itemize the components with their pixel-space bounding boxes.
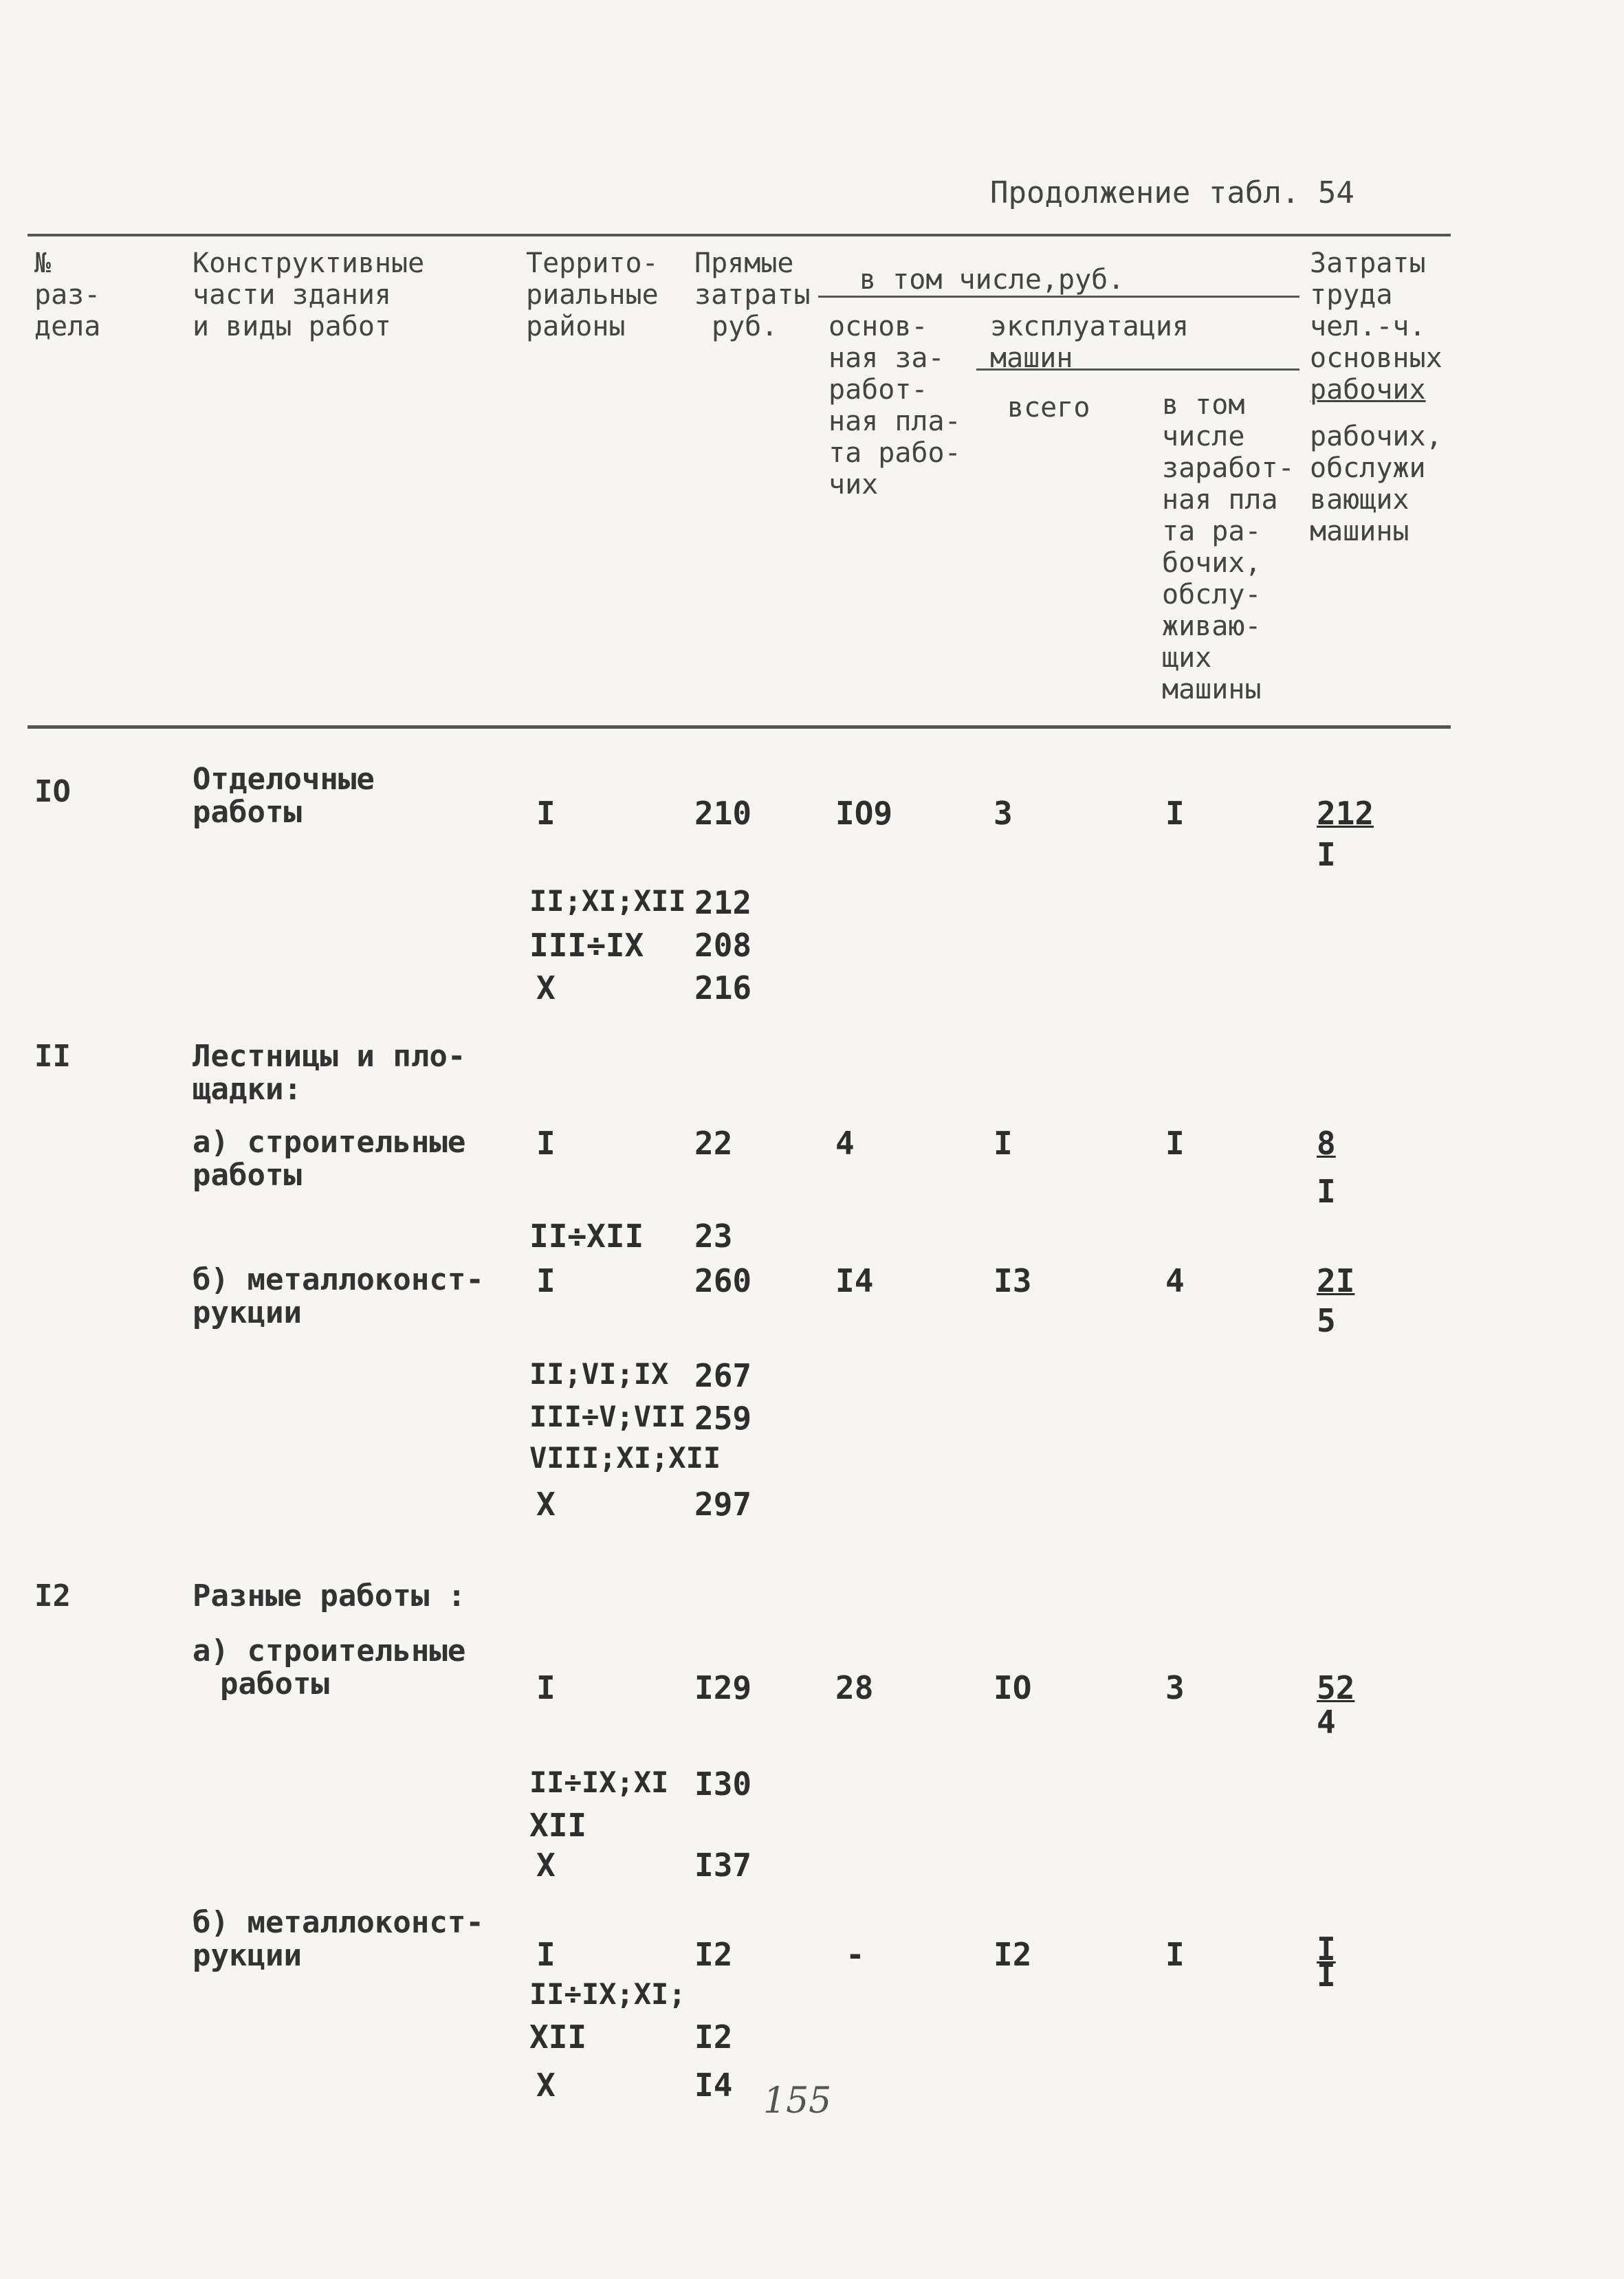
direct-cost-cell: I4 bbox=[694, 2067, 733, 2104]
machine-wage-cell: I bbox=[1165, 795, 1185, 832]
region-cell: X bbox=[536, 1486, 556, 1523]
machine-wage-cell: 3 bbox=[1165, 1669, 1185, 1706]
region-cell: I bbox=[536, 795, 556, 832]
work-name: работы bbox=[193, 1158, 302, 1193]
region-cell: II;VI;IX bbox=[529, 1357, 669, 1391]
machine-wage-cell: I bbox=[1165, 1936, 1185, 1973]
labor-cell: 212 bbox=[1317, 795, 1374, 832]
direct-cost-cell: I2 bbox=[694, 2018, 733, 2056]
region-cell: X bbox=[536, 969, 556, 1006]
base-wage-cell: I4 bbox=[835, 1262, 874, 1299]
machine-total-cell: IO bbox=[994, 1669, 1032, 1706]
direct-cost-cell: 23 bbox=[694, 1218, 733, 1255]
work-name: работы bbox=[220, 1666, 329, 1702]
machine-total-cell: 3 bbox=[994, 795, 1013, 832]
header-top-rule bbox=[28, 234, 1451, 236]
direct-cost-cell: 22 bbox=[694, 1125, 733, 1162]
direct-cost-cell: I37 bbox=[694, 1847, 752, 1884]
region-cell: III÷V;VII bbox=[529, 1400, 686, 1433]
work-name: б) металлоконст- bbox=[193, 1905, 484, 1940]
header-bottom-rule bbox=[28, 725, 1451, 729]
direct-cost-cell: I29 bbox=[694, 1669, 752, 1706]
base-wage-cell: IO9 bbox=[835, 795, 893, 832]
direct-cost-cell: 267 bbox=[694, 1357, 752, 1394]
machine-wage-cell: 4 bbox=[1165, 1262, 1185, 1299]
direct-cost-cell: 212 bbox=[694, 884, 752, 921]
base-wage-cell: - bbox=[846, 1936, 865, 1973]
table-caption: Продолжение табл. 54 bbox=[990, 175, 1354, 210]
region-cell: XII bbox=[529, 2018, 587, 2056]
work-name: рукции bbox=[193, 1295, 302, 1330]
direct-cost-cell: I30 bbox=[694, 1765, 752, 1803]
machine-total-cell: I2 bbox=[994, 1936, 1032, 1973]
direct-cost-cell: 260 bbox=[694, 1262, 752, 1299]
region-cell: X bbox=[536, 1847, 556, 1884]
direct-cost-cell: 259 bbox=[694, 1400, 752, 1437]
section-number: II bbox=[34, 1039, 71, 1074]
region-cell: I bbox=[536, 1936, 556, 1973]
region-cell: X bbox=[536, 2067, 556, 2104]
section-number: IO bbox=[34, 774, 71, 809]
region-cell: VIII;XI;XII bbox=[529, 1441, 721, 1475]
work-name: рукции bbox=[193, 1938, 302, 1973]
region-cell: I bbox=[536, 1125, 556, 1162]
work-name: Разные работы : bbox=[193, 1578, 466, 1614]
labor-cell: 2I bbox=[1317, 1262, 1355, 1299]
region-cell: III÷IX bbox=[529, 927, 644, 964]
work-name: Отделочные bbox=[193, 762, 375, 797]
region-cell: XII bbox=[529, 1807, 587, 1844]
region-cell: II÷XII bbox=[529, 1218, 644, 1255]
direct-cost-cell: 216 bbox=[694, 969, 752, 1006]
work-name: б) металлоконст- bbox=[193, 1262, 484, 1297]
labor-cell-secondary: I bbox=[1317, 836, 1336, 873]
direct-cost-cell: 210 bbox=[694, 795, 752, 832]
region-cell: II;XI;XII bbox=[529, 884, 686, 918]
direct-cost-cell: I2 bbox=[694, 1936, 733, 1973]
direct-cost-cell: 208 bbox=[694, 927, 752, 964]
labor-cell: 52 bbox=[1317, 1669, 1355, 1706]
machine-total-cell: I3 bbox=[994, 1262, 1032, 1299]
work-name: а) строительные bbox=[193, 1633, 466, 1669]
machine-wage-cell: I bbox=[1165, 1125, 1185, 1162]
base-wage-cell: 28 bbox=[835, 1669, 874, 1706]
machine-total-cell: I bbox=[994, 1125, 1013, 1162]
labor-cell-secondary: I bbox=[1317, 1173, 1336, 1210]
work-name: а) строительные bbox=[193, 1125, 466, 1160]
region-cell: I bbox=[536, 1262, 556, 1299]
header-total: всего bbox=[1007, 392, 1090, 423]
incl-rule bbox=[818, 296, 1299, 298]
base-wage-cell: 4 bbox=[835, 1125, 855, 1162]
work-name: щадки: bbox=[193, 1072, 302, 1107]
direct-cost-cell: 297 bbox=[694, 1486, 752, 1523]
region-cell: II÷IX;XI; bbox=[529, 1977, 686, 2011]
page-number: 155 bbox=[763, 2080, 832, 2122]
labor-cell: I bbox=[1317, 1930, 1336, 1968]
work-name: работы bbox=[193, 795, 302, 830]
section-number: I2 bbox=[34, 1578, 71, 1614]
labor-cell-secondary: 4 bbox=[1317, 1704, 1336, 1741]
header-including: в том числе,руб. bbox=[859, 264, 1125, 296]
labor-cell-secondary: 5 bbox=[1317, 1302, 1336, 1339]
labor-cell: 8 bbox=[1317, 1125, 1336, 1162]
region-cell: I bbox=[536, 1669, 556, 1706]
work-name: Лестницы и пло- bbox=[193, 1039, 466, 1074]
labor-cell-secondary: I bbox=[1317, 1957, 1336, 1994]
region-cell: II÷IX;XI bbox=[529, 1765, 669, 1799]
